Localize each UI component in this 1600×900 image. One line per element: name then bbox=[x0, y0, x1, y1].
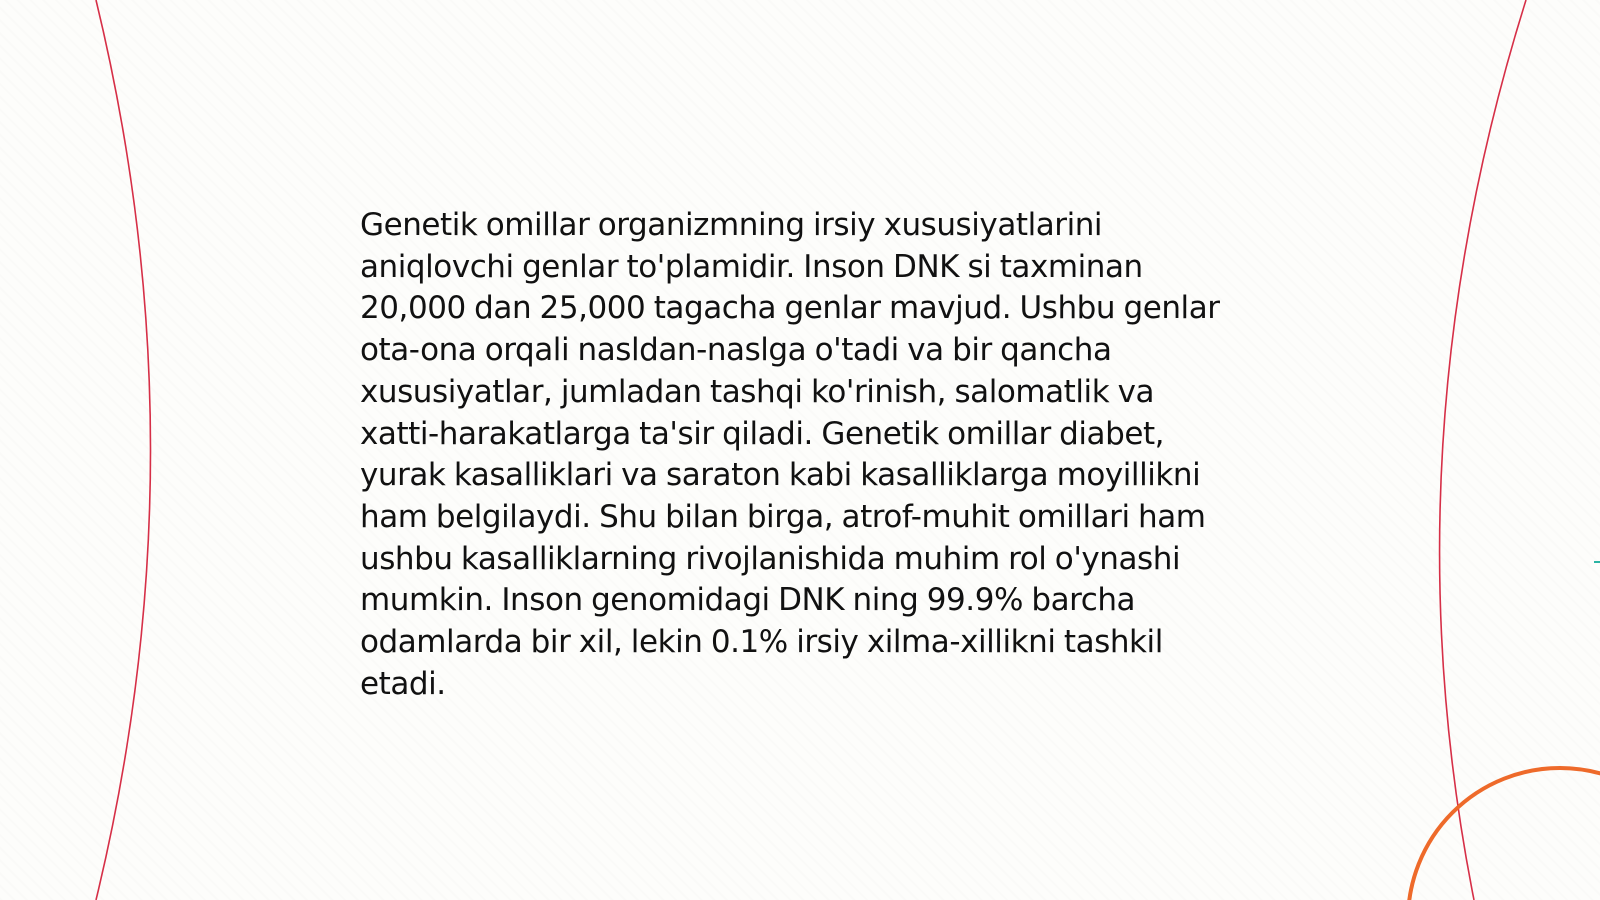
right-arc bbox=[1440, 0, 1526, 900]
body-paragraph: Genetik omillar organizmning irsiy xususiyatlarini aniqlovchi genlar to'plamidir. Inson DNK si taxminan 20,000 dan 25,000 tagacha genlar mavjud. Ushbu genlar ota-ona orqali nasldan-naslga o'tadi va bir qancha xususiyatlar, jumladan tashqi ko'rinish, salomatlik va xatti-harakatlarga ta'sir qiladi. Genetik omillar diabet, yurak kasalliklari va saraton kabi kasalliklarga moyillikni ham belgilaydi. Shu bilan birga, atrof-muhit omillari ham ushbu kasalliklarning rivojlanishida muhim rol o'ynashi mumkin. Inson genomidagi DNK ning 99.9% barcha odamlarda bir xil, lekin 0.1% irsiy xilma-xillikni tashkil etadi. bbox=[360, 207, 1220, 702]
orange-circle-arc bbox=[1408, 768, 1600, 900]
left-arc bbox=[96, 0, 151, 900]
